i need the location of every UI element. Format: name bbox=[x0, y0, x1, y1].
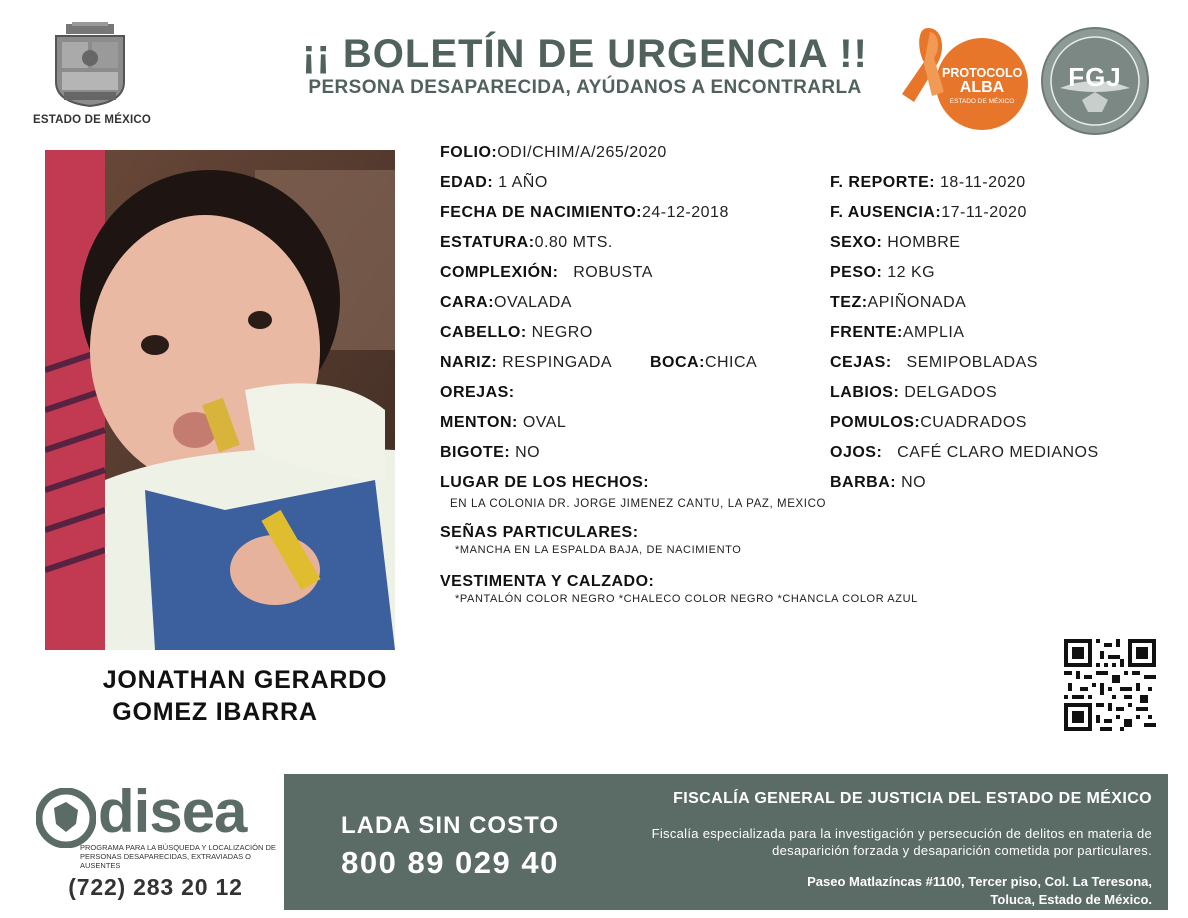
field-vestimenta bbox=[440, 573, 654, 591]
field-labios bbox=[830, 384, 997, 402]
field-f-ausencia bbox=[830, 204, 1027, 222]
field-bigote bbox=[440, 444, 540, 462]
alba-line1: PROTOCOLO bbox=[942, 66, 1023, 80]
person-name-line1: JONATHAN GERARDO bbox=[102, 666, 388, 694]
person-name-line2: GOMEZ IBARRA bbox=[112, 698, 318, 726]
estatura-label: ESTATURA: bbox=[440, 234, 535, 251]
cejas-value: SEMIPOBLADAS bbox=[906, 354, 1038, 371]
barba-label: BARBA: bbox=[830, 474, 897, 491]
phone-number[interactable]: (722) 283 20 12 bbox=[68, 874, 243, 900]
nariz-value: RESPINGADA bbox=[502, 354, 613, 371]
address-line1: Paseo Matlazíncas #1100, Tercer piso, Col. La Teresona, bbox=[807, 874, 1152, 889]
alba-line2: ALBA bbox=[959, 79, 1005, 96]
field-boca bbox=[650, 354, 757, 372]
labios-label: LABIOS: bbox=[830, 384, 900, 401]
lada-sin-costo-label: LADA SIN COSTO bbox=[340, 812, 559, 839]
child-photo-image bbox=[45, 150, 395, 650]
field-sexo bbox=[830, 234, 960, 252]
sexo-label: SEXO: bbox=[830, 234, 883, 251]
boca-label: BOCA: bbox=[650, 354, 705, 371]
field-nariz bbox=[440, 354, 612, 372]
field-peso bbox=[830, 264, 935, 282]
field-barba bbox=[830, 474, 926, 492]
orejas-label: OREJAS: bbox=[440, 384, 515, 401]
field-f-reporte bbox=[830, 174, 1026, 192]
senas-value: *MANCHA EN LA ESPALDA BAJA, DE NACIMIENTO bbox=[455, 544, 742, 556]
tez-label: TEZ: bbox=[830, 294, 868, 311]
bigote-value: NO bbox=[515, 444, 541, 461]
qr-code-icon[interactable] bbox=[1064, 639, 1156, 731]
edad-label: EDAD: bbox=[440, 174, 494, 191]
missing-person-photo bbox=[45, 150, 395, 650]
odisea-map-icon bbox=[36, 788, 96, 848]
fecha-nacimiento-label: FECHA DE NACIMIENTO: bbox=[440, 204, 642, 221]
fgj-text: FGJ bbox=[1068, 62, 1122, 92]
barba-value: NO bbox=[901, 474, 927, 491]
cabello-value: NEGRO bbox=[531, 324, 593, 341]
field-edad bbox=[440, 174, 548, 192]
f-reporte-label: F. REPORTE: bbox=[830, 174, 936, 191]
lugar-hechos-value: EN LA COLONIA DR. JORGE JIMENEZ CANTU, LA PAZ, MEXICO bbox=[450, 498, 827, 510]
pomulos-value: CUADRADOS bbox=[920, 414, 1027, 431]
vestimenta-label: VESTIMENTA Y CALZADO: bbox=[440, 573, 655, 590]
f-ausencia-value: 17-11-2020 bbox=[941, 204, 1027, 221]
frente-value: AMPLIA bbox=[902, 324, 965, 341]
menton-label: MENTON: bbox=[440, 414, 518, 431]
complexion-value: ROBUSTA bbox=[573, 264, 653, 281]
fiscalia-address bbox=[600, 873, 1152, 909]
field-cara bbox=[440, 294, 572, 312]
fiscalia-description: Fiscalía especializada para la investigación y persecución de delitos en materia de desaparición forzada y desaparición cometida por particulares. bbox=[651, 826, 1152, 858]
frente-label: FRENTE: bbox=[830, 324, 903, 341]
cara-value: OVALADA bbox=[494, 294, 572, 311]
address-line2: Toluca, Estado de México. bbox=[990, 892, 1152, 907]
field-estatura bbox=[440, 234, 613, 252]
senas-label: SEÑAS PARTICULARES: bbox=[440, 524, 639, 541]
protocolo-alba-badge bbox=[900, 22, 1030, 134]
fgj-seal bbox=[1040, 26, 1150, 136]
field-folio bbox=[440, 144, 667, 162]
fecha-nacimiento-value: 24-12-2018 bbox=[642, 204, 729, 221]
lugar-hechos-label: LUGAR DE LOS HECHOS: bbox=[440, 474, 650, 491]
field-menton bbox=[440, 414, 566, 432]
field-cabello bbox=[440, 324, 593, 342]
odisea-wordmark: disea bbox=[98, 778, 247, 845]
sexo-value: HOMBRE bbox=[887, 234, 961, 251]
estado-de-mexico-seal-icon bbox=[52, 22, 128, 108]
field-ojos bbox=[830, 444, 1099, 462]
peso-value: 12 KG bbox=[887, 264, 936, 281]
peso-label: PESO: bbox=[830, 264, 883, 281]
cara-label: CARA: bbox=[440, 294, 495, 311]
estado-de-mexico-label: ESTADO DE MÉXICO bbox=[33, 114, 151, 126]
toll-free-number[interactable]: 800 89 029 40 bbox=[341, 845, 559, 880]
boca-value: CHICA bbox=[704, 354, 758, 371]
cabello-label: CABELLO: bbox=[440, 324, 527, 341]
field-fecha-nacimiento bbox=[440, 204, 729, 222]
bigote-label: BIGOTE: bbox=[440, 444, 511, 461]
field-lugar-hechos bbox=[440, 474, 649, 492]
bulletin-subtitle: PERSONA DESAPARECIDA, AYÚDANOS A ENCONTRARLA bbox=[308, 77, 862, 98]
field-cejas bbox=[830, 354, 1038, 372]
labios-value: DELGADOS bbox=[904, 384, 998, 401]
estatura-value: 0.80 MTS. bbox=[534, 234, 613, 251]
cejas-label: CEJAS: bbox=[830, 354, 892, 371]
field-complexion bbox=[440, 264, 653, 282]
tez-value: APIÑONADA bbox=[867, 294, 967, 311]
field-orejas bbox=[440, 384, 515, 402]
menton-value: OVAL bbox=[522, 414, 567, 431]
field-tez bbox=[830, 294, 966, 312]
ojos-label: OJOS: bbox=[830, 444, 883, 461]
vestimenta-value: *PANTALÓN COLOR NEGRO *CHALECO COLOR NEGRO *CHANCLA COLOR AZUL bbox=[455, 593, 918, 605]
edad-value: 1 AÑO bbox=[498, 174, 548, 191]
f-reporte-value: 18-11-2020 bbox=[940, 174, 1026, 191]
field-pomulos bbox=[830, 414, 1027, 432]
pomulos-label: POMULOS: bbox=[830, 414, 921, 431]
fiscalia-title: FISCALÍA GENERAL DE JUSTICIA DEL ESTADO DE MÉXICO bbox=[673, 790, 1152, 807]
field-senas bbox=[440, 524, 639, 542]
field-frente bbox=[830, 324, 965, 342]
bulletin-title: ¡¡ BOLETÍN DE URGENCIA !! bbox=[302, 32, 868, 76]
folio-value: ODI/CHIM/A/265/2020 bbox=[497, 144, 667, 161]
alba-line3: ESTADO DE MÉXICO bbox=[949, 98, 1015, 105]
folio-label: FOLIO: bbox=[440, 144, 498, 161]
ojos-value: CAFÉ CLARO MEDIANOS bbox=[897, 444, 1099, 461]
complexion-label: COMPLEXIÓN: bbox=[440, 264, 559, 281]
odisea-subtitle: PROGRAMA PARA LA BÚSQUEDA Y LOCALIZACIÓN DE PERSONAS DESAPARECIDAS, EXTRAVIADAS O AUSENTES bbox=[80, 843, 276, 870]
f-ausencia-label: F. AUSENCIA: bbox=[830, 204, 942, 221]
nariz-label: NARIZ: bbox=[440, 354, 498, 371]
